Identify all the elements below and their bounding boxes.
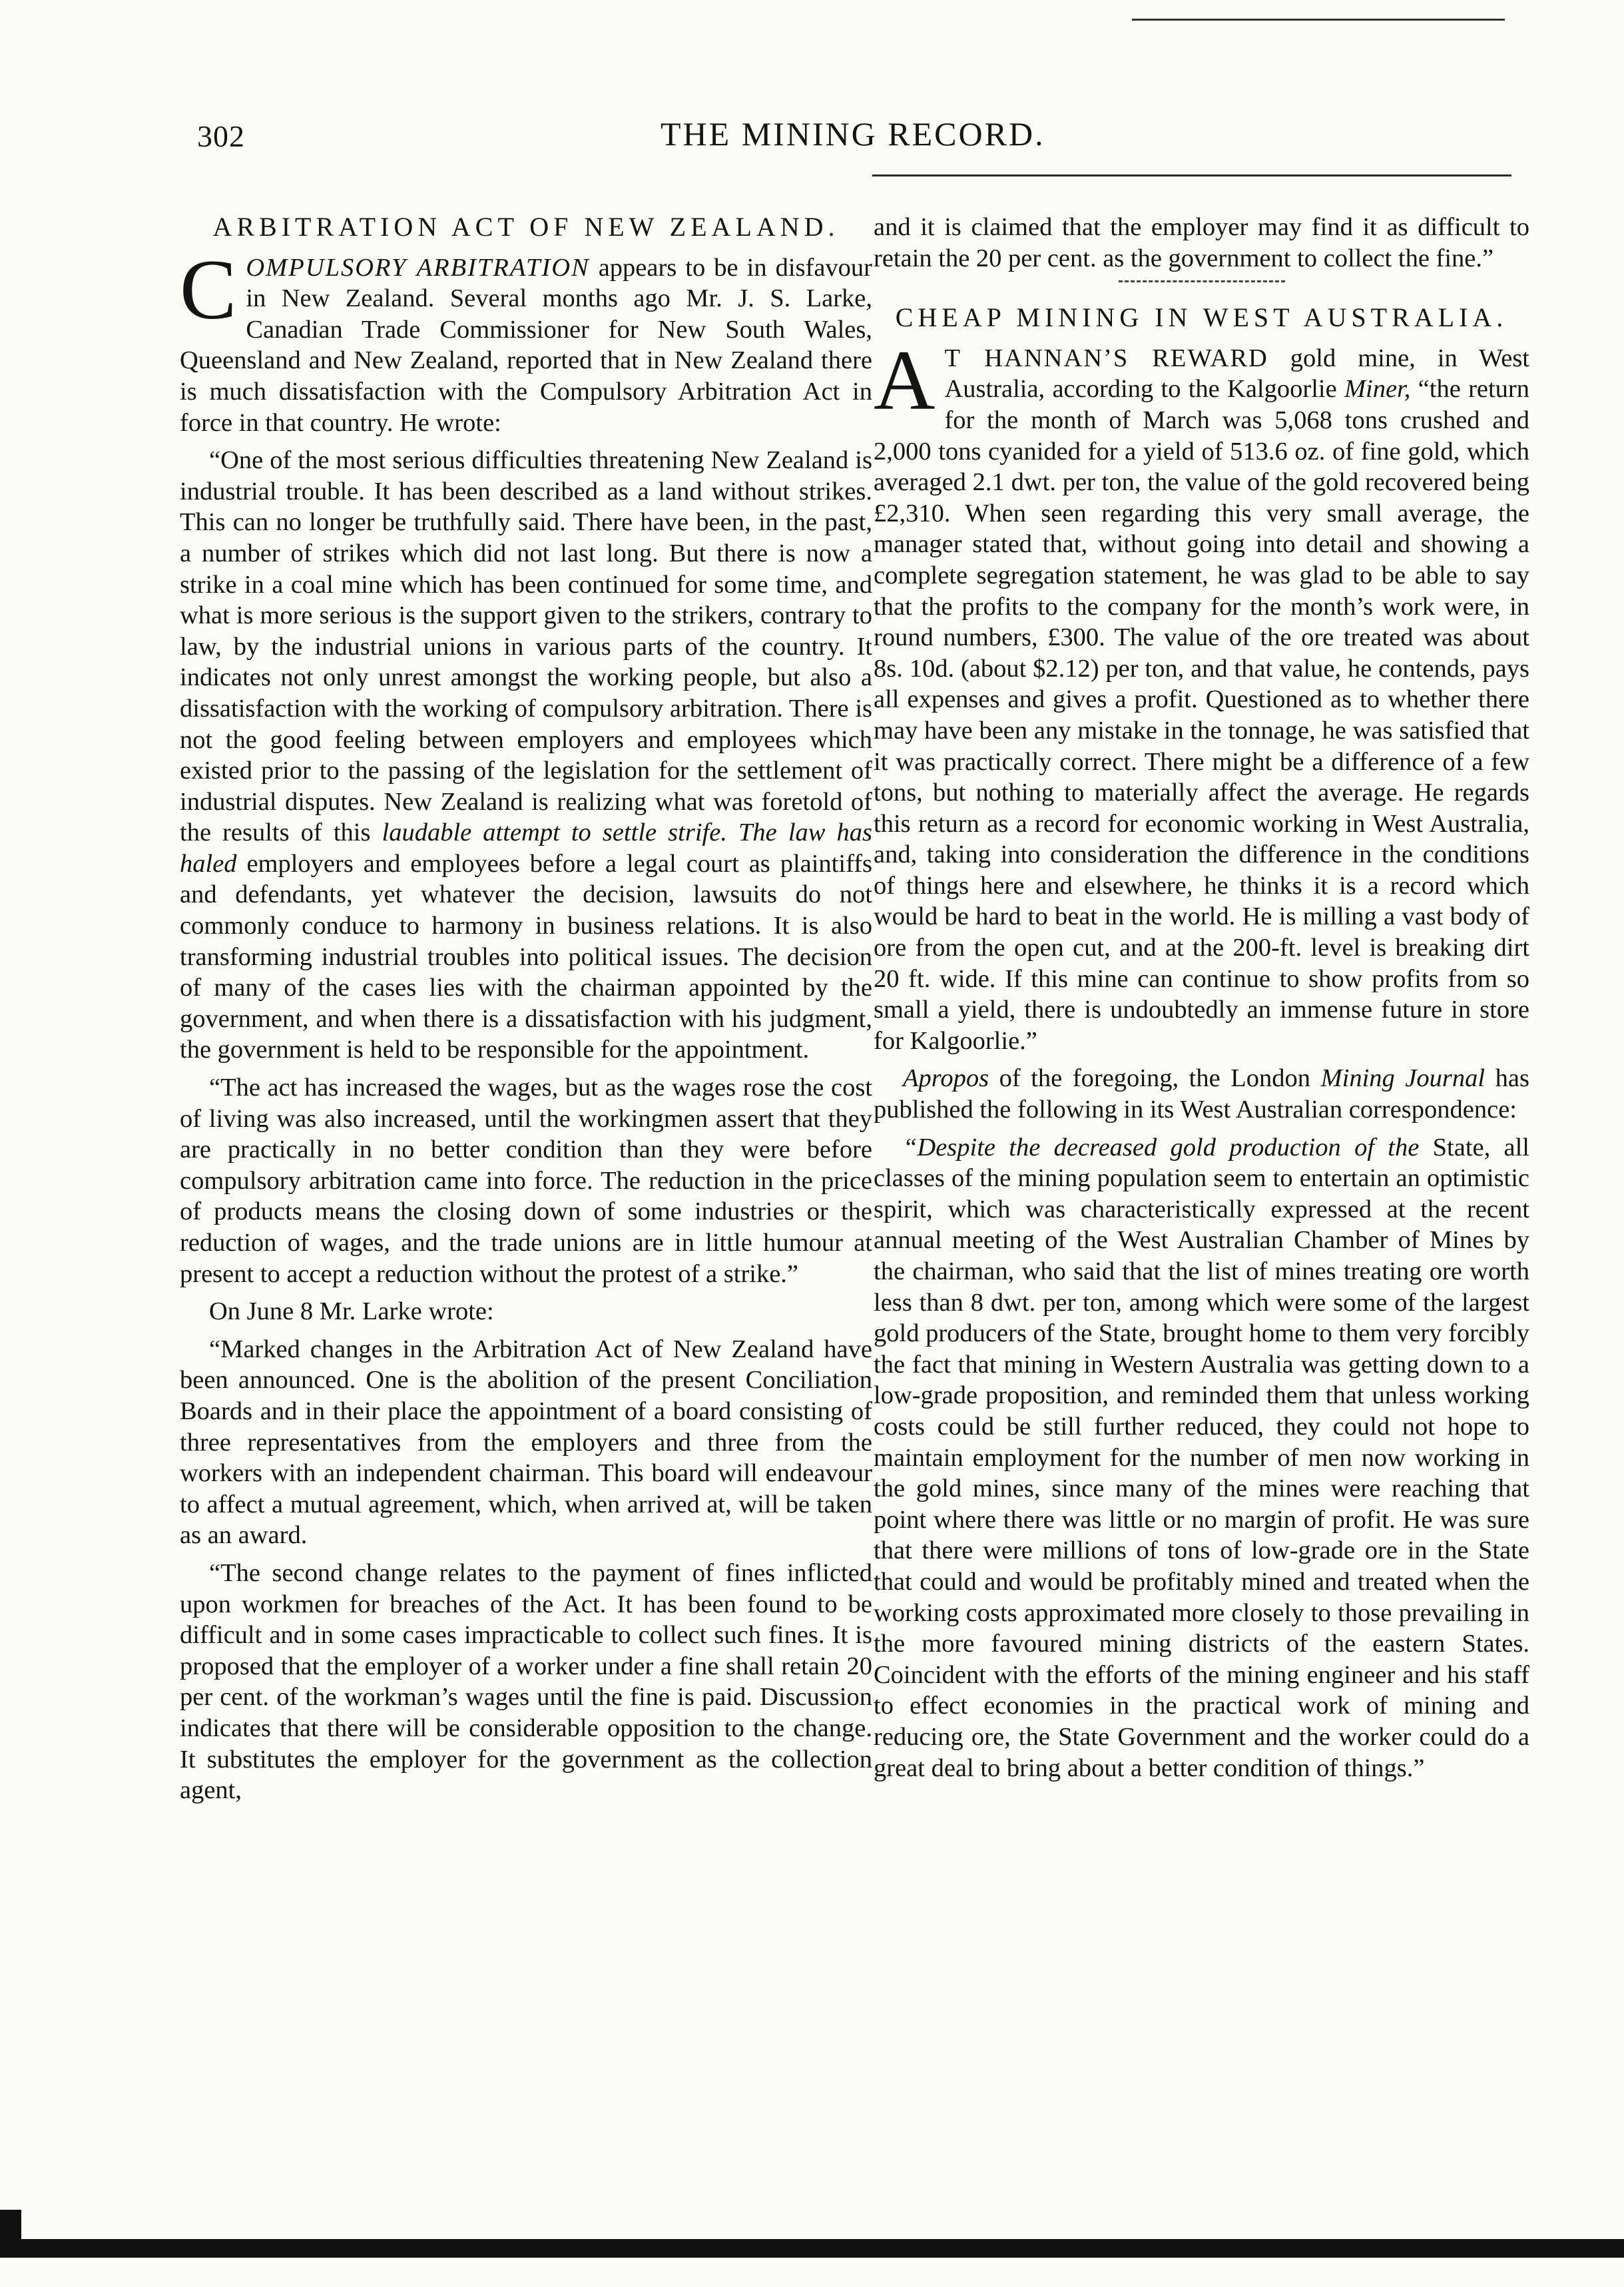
text-run: employers and employees before a legal court as plaintiffs and defendants, yet whatever the decision, lawsuits do not commonly conduce to harmony in business relations. It is also transforming industrial troubles into political issues. The decision of many of the cases lies with the chairman appointed by the government, and when there is a dissatisfaction with his judgment, the government is held to be responsible for the appointment. <box>180 849 872 1064</box>
italic-run: “Despite the decreased gold production of the <box>903 1133 1420 1161</box>
article1-continuation: and it is claimed that the employer may find it as difficult to retain the 20 per cent. as the government to collect the fine.” <box>874 213 1529 272</box>
bottom-scan-edge <box>0 2239 1624 2258</box>
text-run: has published the following in its West Australian correspondence: <box>874 1064 1529 1124</box>
italic-run: laudable attempt to settle strife. The law has haled <box>180 818 872 878</box>
header-rule <box>872 174 1511 176</box>
article-title-cheap-mining: CHEAP MINING IN WEST AUSTRALIA. <box>895 302 1508 333</box>
article2-paragraph <box>874 1132 1529 1784</box>
article-divider <box>1119 280 1285 282</box>
article1-paragraph: “The second change relates to the payment of fines inflicted upon workmen for breaches of the Act. It has been found to be difficult and in some cases impracticable to collect such fines. It is proposed that the employer of a worker under a fine shall retain 20 per cent. of the workman’s wages until the fine is paid. Discussion indicates that there will be considerable opposition to the change. It substitutes the employer for the government as the collection agent, <box>180 1558 872 1805</box>
lead-smallcaps: T HANNAN’S REWARD <box>944 344 1268 372</box>
text-run: “One of the most serious difficulties threatening New Zealand is industrial trouble. It has been described as a land without strikes. This can no longer be truthfully said. There have been, in the past, a number of strikes which did not last long. But there is now a strike in a coal mine which has been continued for some time, and what is more serious is the support given to the strikers, contrary to law, by the industrial unions in various parts of the country. It indicates not only unrest amongst the working people, but also a dissatisfaction with the working of compulsory arbitration. There is not the good feeling between employers and employees which existed prior to the passing of the legislation for the settlement of industrial disputes. New Zealand is realizing what was foretold of the results of this <box>180 446 872 847</box>
article1-paragraph <box>180 445 872 1066</box>
italic-run: Miner, <box>1344 375 1411 404</box>
italic-run: Apropos <box>903 1064 989 1093</box>
article1-paragraph: “The act has increased the wages, but as the wages rose the cost of living was also increased, until the workingmen assert that they are practically in no better condition than they were before compulsory arbitration came into force. The reduction in the price of products means the closing down of some industries or the reduction of wages, and the trade unions are in little humour at present to accept a reduction without the protest of a strike.” <box>180 1074 872 1288</box>
lead-text: appears to be in disfavour in New Zealand. Several months ago Mr. J. S. Larke, Canadian Trade Commissioner for New South Wales, Queensland and New Zealand, reported that in New Zealand there is much dissatisfaction with the Compulsory Arbitration Act in force in that country. He wrote: <box>180 253 872 437</box>
right-column <box>874 212 1529 1790</box>
article1-paragraph: “Marked changes in the Arbitration Act of New Zealand have been announced. One is the abolition of the present Conciliation Boards and in their place the appointment of a board consisting of three representatives from the employers and three from the workers with an independent chairman. This board will endeavour to affect a mutual agreement, which, when arrived at, will be taken as an award. <box>180 1335 872 1550</box>
text-run: “the return for the month of March was 5,068 tons crushed and 2,000 tons cyanided for a yield of 513.6 oz. of fine gold, which averaged 2.1 dwt. per ton, the value of the gold recovered being £2,310. When seen regarding this very small average, the manager stated that, without going into detail and showing a complete segregation statement, he was glad to be able to say that the profits to the company for the month’s work were, in round numbers, £300. The value of the ore treated was about 8s. 10d. (about $2.12) per ton, and that value, he contends, pays all expenses and gives a profit. Questioned as to whether there may have been any mistake in the tonnage, he was satisfied that it was practically correct. There might be a difference of a few tons, but nothing to materially affect the average. He regards this return as a record for economic working in West Australia, and, taking into consideration the difference in the conditions of things here and elsewhere, he thinks it is a record which would be hard to beat in the world. He is milling a vast body of ore from the open cut, and at the 200-ft. level is breaking dirt 20 ft. wide. If this mine can continue to show profits from so small a yield, there is undoubtedly an immense future in store for Kalgoorlie.” <box>874 375 1529 1055</box>
dropcap-a: A <box>874 332 936 428</box>
page-number: 302 <box>197 119 245 153</box>
article2-lead-paragraph <box>874 332 1530 1057</box>
text-run: of the foregoing, the London <box>989 1064 1321 1093</box>
italic-run: Mining Journal <box>1320 1064 1486 1093</box>
text-run: State, all classes of the mining population seem to entertain an optimistic spirit, which was characteristically expressed at the recent annual meeting of the West Australian Chamber of Mines by the chairman, who said that the list of mines treating ore worth less than 8 dwt. per ton, among which were some of the largest gold producers of the State, brought home to them very forcibly the fact that mining in Western Australia was getting down to a low-grade proposition, and reminded them that unless working costs could be still further reduced, they could not hope to maintain employment for the number of men now working in the gold mines, since many of the mines were reaching that point where there was little or no margin of profit. He was sure that there were millions of tons of low-grade ore in the State that could and would be profitably mined and treated when the working costs approximated more closely to those prevailing in the more favoured mining districts of the eastern States. Coincident with the efforts of the mining engineer and his staff to effect economies in the practical work of mining and reducing ore, the State Government and the worker could do a great deal to bring about a better condition of things.” <box>874 1133 1529 1782</box>
article-title-arbitration: ARBITRATION ACT OF NEW ZEALAND. <box>212 212 840 242</box>
article2-paragraph <box>874 1063 1529 1125</box>
running-title: THE MINING RECORD. <box>661 115 1045 153</box>
left-column <box>180 212 872 1813</box>
article1-lead-paragraph <box>180 242 872 439</box>
top-decorative-rule <box>1132 19 1505 21</box>
lead-smallcaps: OMPULSORY ARBITRATION <box>246 253 590 282</box>
article1-paragraph: On June 8 Mr. Larke wrote: <box>209 1297 494 1326</box>
text-run: gold mine, in West Australia, according to the Kalgoorlie <box>944 344 1530 404</box>
dropcap-c: C <box>180 242 237 337</box>
